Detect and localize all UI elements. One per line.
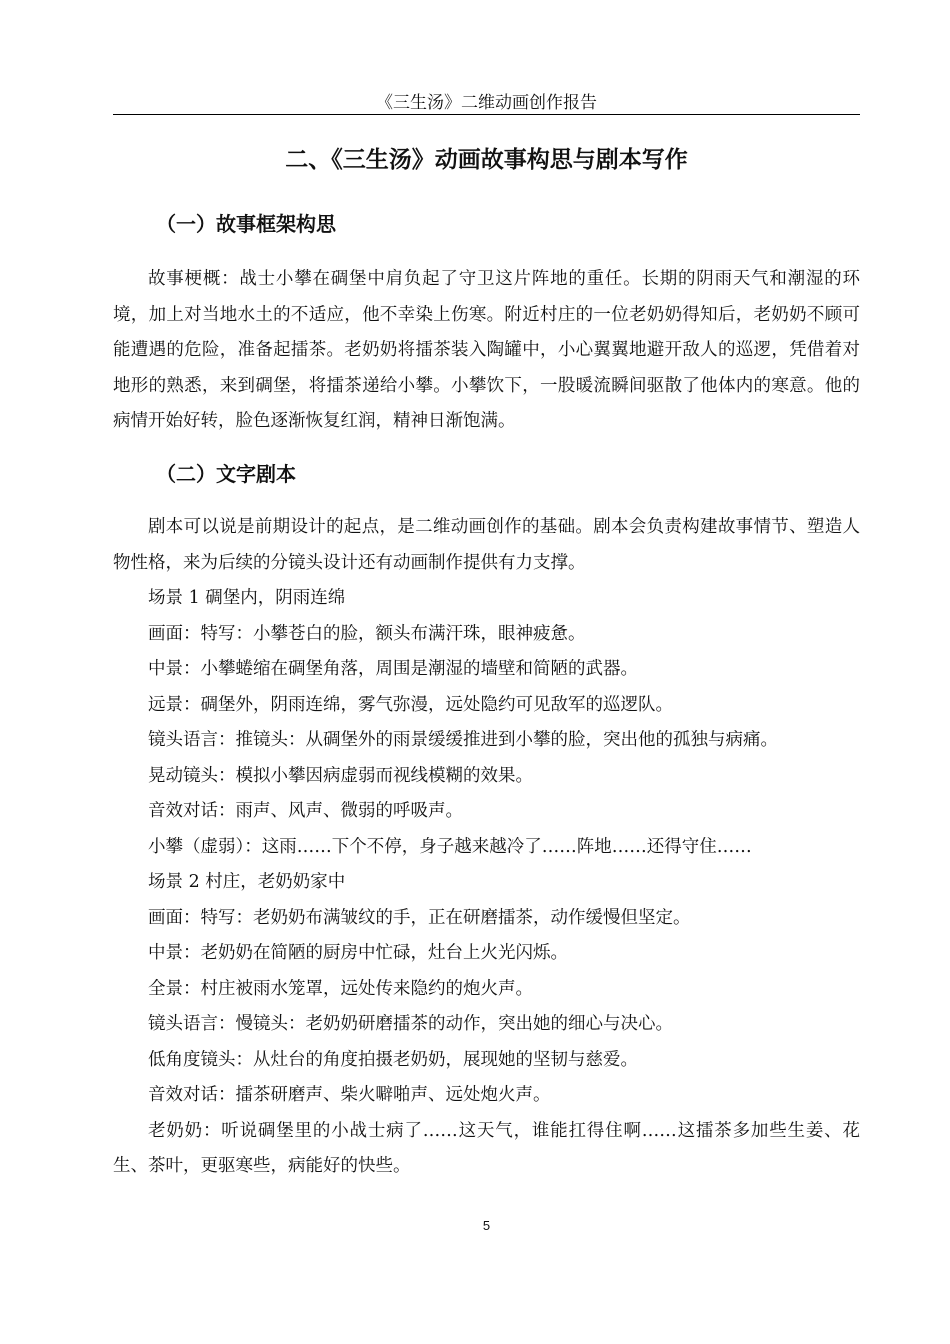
script-line: 镜头语言：推镜头：从碉堡外的雨景缓缓推进到小攀的脸，突出他的孤独与病痛。 xyxy=(148,730,778,750)
page-number: 5 xyxy=(482,1218,491,1233)
script-line: 镜头语言：慢镜头：老奶奶研磨擂茶的动作，突出她的细心与决心。 xyxy=(148,1014,673,1034)
script-intro-paragraph: 剧本可以说是前期设计的起点，是二维动画创作的基础。剧本会负责构建故事情节、塑造人物性格，来为后续的分镜头设计还有动画制作提供有力支撑。 xyxy=(113,517,860,573)
story-synopsis-paragraph: 故事梗概：战士小攀在碉堡中肩负起了守卫这片阵地的重任。长期的阴雨天气和潮湿的环境，加上对当地水土的不适应，他不幸染上伤寒。附近村庄的一位老奶奶得知后，老奶奶不顾可能遭遇的危险，准备起擂茶。老奶奶将擂茶装入陶罐中，小心翼翼地避开敌人的巡逻，凭借着对地形的熟悉，来到碉堡，将擂茶递给小攀。小攀饮下，一股暖流瞬间驱散了他体内的寒意。他的病情开始好转，脸色逐渐恢复红润，精神日渐饱满。 xyxy=(113,269,860,431)
header-divider xyxy=(113,114,860,115)
chapter-title: 二、《三生汤》动画故事构思与剧本写作 xyxy=(285,147,688,173)
script-line: 音效对话：雨声、风声、微弱的呼吸声。 xyxy=(148,801,463,821)
script-lines-list xyxy=(113,581,860,1185)
script-line-scene-1-heading: 场景 1 碉堡内，阴雨连绵 xyxy=(148,588,346,608)
script-line: 晃动镜头：模拟小攀因病虚弱而视线模糊的效果。 xyxy=(148,765,533,786)
script-line: 音效对话：擂茶研磨声、柴火噼啪声、远处炮火声。 xyxy=(148,1085,551,1105)
section-heading-script: （二）文字剧本 xyxy=(156,462,296,486)
script-line: 中景：小攀蜷缩在碉堡角落，周围是潮湿的墙壁和简陋的武器。 xyxy=(148,659,638,679)
script-line: 画面：特写：小攀苍白的脸，额头布满汗珠，眼神疲惫。 xyxy=(148,623,586,644)
script-line: 远景：碉堡外，阴雨连绵，雾气弥漫，远处隐约可见敌军的巡逻队。 xyxy=(148,694,673,715)
script-line-dialogue: 老奶奶：听说碉堡里的小战士病了……这天气，谁能扛得住啊……这擂茶多加些生姜、花生、茶叶，更驱寒些，病能好的快些。 xyxy=(113,1120,860,1176)
script-line-scene-2-heading: 场景 2 村庄，老奶奶家中 xyxy=(148,872,346,892)
script-line: 低角度镜头：从灶台的角度拍摄老奶奶，展现她的坚韧与慈爱。 xyxy=(148,1049,638,1070)
script-line-dialogue: 小攀（虚弱）：这雨……下个不停，身子越来越冷了……阵地……还得守住…… xyxy=(148,836,752,857)
script-line: 画面：特写：老奶奶布满皱纹的手，正在研磨擂茶，动作缓慢但坚定。 xyxy=(148,907,691,928)
running-header-title: 《三生汤》二维动画创作报告 xyxy=(376,93,597,113)
section-heading-story-framework: （一）故事框架构思 xyxy=(156,212,336,236)
script-line: 中景：老奶奶在简陋的厨房中忙碌，灶台上火光闪烁。 xyxy=(148,943,568,963)
script-line: 全景：村庄被雨水笼罩，远处传来隐约的炮火声。 xyxy=(148,978,533,999)
